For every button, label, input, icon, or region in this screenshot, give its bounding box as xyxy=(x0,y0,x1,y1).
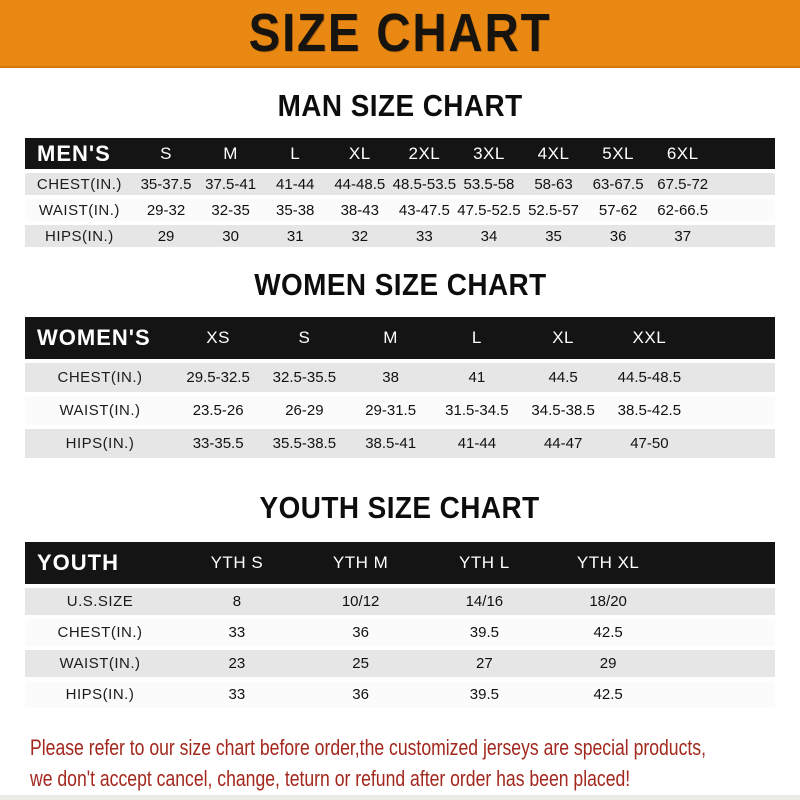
youth-size-chart-heading xyxy=(0,490,800,526)
size-value: 38.5-41 xyxy=(365,435,417,452)
table-row xyxy=(25,225,775,247)
size-value: 33-35.5 xyxy=(192,435,244,452)
size-column-header: 5XL xyxy=(602,143,634,163)
size-value: 52.5-57 xyxy=(528,201,579,219)
youth-header-row xyxy=(25,542,775,584)
size-chart-banner xyxy=(0,0,800,68)
size-value: 47.5-52.5 xyxy=(457,201,521,219)
disclaimer-line-1: Please refer to our size chart before order,the customized jerseys are special products, xyxy=(30,735,706,760)
youth-size-chart-heading-text: YOUTH SIZE CHART xyxy=(259,490,541,525)
size-value: 32 xyxy=(351,227,369,245)
table-row xyxy=(25,199,775,221)
banner-title: SIZE CHART xyxy=(248,3,552,63)
size-value: 38-43 xyxy=(340,201,379,219)
disclaimer-line-2: we don't accept cancel, change, teturn or refund after order has been placed! xyxy=(30,766,631,791)
size-value: 48.5-53.5 xyxy=(392,175,457,193)
size-value: 63-67.5 xyxy=(592,175,644,193)
filler xyxy=(670,619,775,646)
measurement-label: CHEST(IN.) xyxy=(57,624,143,641)
men-size-table xyxy=(25,138,775,247)
table-row xyxy=(25,173,775,195)
size-value: 23.5-26 xyxy=(192,402,244,419)
women-header-row xyxy=(25,317,775,359)
size-column-header: XXL xyxy=(632,328,667,347)
size-column-header: M xyxy=(383,328,398,347)
table-row xyxy=(25,681,775,708)
size-value: 37 xyxy=(674,227,692,245)
size-value: 37.5-41 xyxy=(205,175,257,193)
size-value: 23 xyxy=(228,655,246,672)
size-column-header: 3XL xyxy=(473,143,505,163)
size-column-header: YTH XL xyxy=(576,553,640,572)
size-column-header: S xyxy=(160,143,172,163)
measurement-label: HIPS(IN.) xyxy=(45,227,114,245)
size-column-header: M xyxy=(223,143,238,163)
filler xyxy=(670,650,775,677)
size-column-header: 4XL xyxy=(537,143,570,163)
size-value: 26-29 xyxy=(285,402,324,419)
filler xyxy=(715,225,775,247)
size-value: 57-62 xyxy=(598,201,638,219)
bottom-edge xyxy=(0,795,800,800)
filler xyxy=(693,363,776,392)
size-value: 8 xyxy=(232,593,242,610)
table-title: YOUTH xyxy=(37,550,119,575)
measurement-label: CHEST(IN.) xyxy=(36,175,122,193)
size-value: 62-66.5 xyxy=(657,201,709,219)
size-value: 18/20 xyxy=(589,593,627,610)
size-value: 14/16 xyxy=(465,593,504,610)
size-value: 44.5-48.5 xyxy=(617,369,682,386)
size-value: 38.5-42.5 xyxy=(617,402,682,419)
women-size-chart-heading-text: WOMEN SIZE CHART xyxy=(253,267,547,302)
table-row xyxy=(25,363,775,392)
filler xyxy=(670,588,775,615)
table-row xyxy=(25,588,775,615)
size-value: 41-44 xyxy=(276,175,315,193)
size-value: 32.5-35.5 xyxy=(272,369,337,386)
size-value: 33 xyxy=(228,686,246,703)
size-column-header: L xyxy=(290,143,301,163)
size-value: 10/12 xyxy=(341,593,380,610)
size-value: 43-47.5 xyxy=(398,201,450,219)
size-value: 30 xyxy=(222,227,239,245)
size-value: 34 xyxy=(480,227,498,245)
size-value: 29-32 xyxy=(146,201,186,219)
measurement-label: U.S.SIZE xyxy=(66,593,134,610)
measurement-label: WAIST(IN.) xyxy=(59,655,141,672)
size-value: 32-35 xyxy=(211,201,250,219)
size-value: 27 xyxy=(476,655,493,672)
size-value: 29-31.5 xyxy=(365,402,417,419)
size-value: 36 xyxy=(352,686,369,703)
table-title: WOMEN'S xyxy=(37,325,151,350)
size-value: 42.5 xyxy=(593,686,623,703)
youth-size-table xyxy=(25,542,775,708)
size-column-header: YTH L xyxy=(459,553,510,572)
size-value: 41-44 xyxy=(457,435,497,452)
size-value: 39.5 xyxy=(469,624,499,641)
size-value: 31.5-34.5 xyxy=(445,402,509,419)
filler xyxy=(693,317,776,359)
size-value: 67.5-72 xyxy=(657,175,709,193)
table-row xyxy=(25,650,775,677)
women-size-table xyxy=(25,317,775,458)
size-value: 29.5-32.5 xyxy=(186,369,250,386)
size-value: 29 xyxy=(599,655,617,672)
table-row xyxy=(25,429,775,458)
man-size-chart-heading xyxy=(0,88,800,124)
size-column-header: XL xyxy=(552,328,575,347)
filler xyxy=(693,429,776,458)
size-value: 33 xyxy=(416,227,433,245)
size-column-header: 2XL xyxy=(408,143,441,163)
size-value: 44-47 xyxy=(543,435,583,452)
man-size-chart-heading-text: MAN SIZE CHART xyxy=(277,88,523,123)
size-column-header: S xyxy=(298,328,311,347)
size-value: 44.5 xyxy=(548,369,578,386)
measurement-label: WAIST(IN.) xyxy=(38,201,120,219)
size-value: 35-37.5 xyxy=(140,175,192,193)
size-column-header: YTH M xyxy=(332,553,389,572)
size-value: 36 xyxy=(609,227,627,245)
size-value: 47-50 xyxy=(630,435,669,452)
size-value: 33 xyxy=(228,624,246,641)
filler xyxy=(670,681,775,708)
women-size-chart-heading xyxy=(0,267,800,303)
disclaimer-note xyxy=(0,732,800,794)
size-column-header: YTH S xyxy=(210,553,264,572)
table-row xyxy=(25,619,775,646)
size-column-header: XS xyxy=(206,328,230,347)
measurement-label: CHEST(IN.) xyxy=(57,369,143,386)
filler xyxy=(693,396,776,425)
size-value: 53.5-58 xyxy=(463,175,515,193)
size-value: 36 xyxy=(352,624,369,641)
size-value: 35.5-38.5 xyxy=(272,435,337,452)
filler xyxy=(715,138,775,169)
size-value: 38 xyxy=(382,369,399,386)
table-title: MEN'S xyxy=(37,140,111,166)
filler xyxy=(715,199,775,221)
men-header-row xyxy=(25,138,775,169)
size-value: 25 xyxy=(352,655,369,672)
size-column-header: 6XL xyxy=(666,143,699,163)
size-value: 58-63 xyxy=(534,175,573,193)
size-value: 44-48.5 xyxy=(334,175,386,193)
filler xyxy=(715,173,775,195)
size-value: 34.5-38.5 xyxy=(531,402,595,419)
size-column-header: L xyxy=(471,328,482,347)
size-value: 29 xyxy=(157,227,175,245)
size-value: 35 xyxy=(545,227,562,245)
measurement-label: HIPS(IN.) xyxy=(65,686,135,703)
size-value: 41 xyxy=(468,369,486,386)
size-value: 42.5 xyxy=(593,624,623,641)
size-value: 35-38 xyxy=(276,201,315,219)
table-row xyxy=(25,396,775,425)
size-value: 31 xyxy=(286,227,304,245)
measurement-label: WAIST(IN.) xyxy=(59,402,141,419)
size-value: 39.5 xyxy=(469,686,499,703)
size-column-header: XL xyxy=(348,143,371,163)
measurement-label: HIPS(IN.) xyxy=(65,435,135,452)
filler xyxy=(670,542,775,584)
